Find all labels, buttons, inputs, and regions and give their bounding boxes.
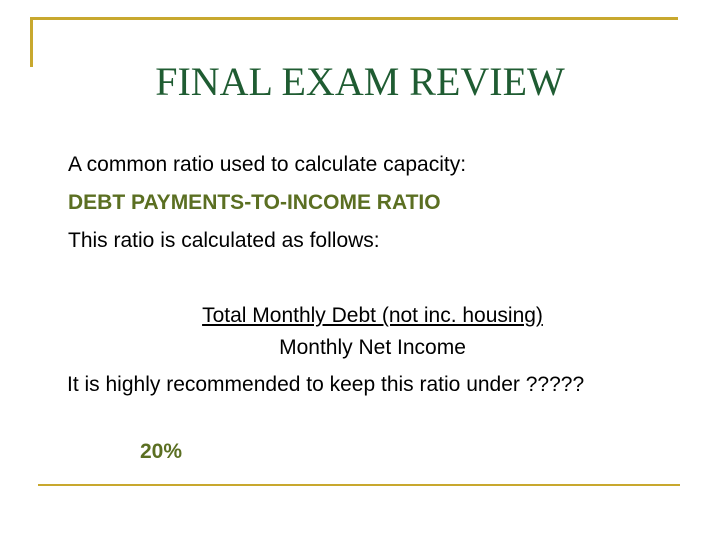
formula-numerator — [0, 303, 720, 328]
ratio-name: DEBT PAYMENTS-TO-INCOME RATIO — [68, 191, 441, 214]
recommendation-text: It is highly recommended to keep this ratio under ????? — [67, 373, 585, 396]
calculation-text: This ratio is calculated as follows: — [68, 229, 380, 252]
slide-title: FINAL EXAM REVIEW — [155, 59, 565, 104]
bottom-rule — [38, 484, 680, 486]
intro-text: A common ratio used to calculate capacity: — [68, 153, 467, 176]
frame-top-rule — [30, 17, 678, 20]
answer-text: 20% — [140, 440, 183, 463]
formula-denominator: Monthly Net Income — [279, 336, 466, 359]
numerator-text: Total Monthly Debt (not inc. housing) — [202, 304, 543, 327]
